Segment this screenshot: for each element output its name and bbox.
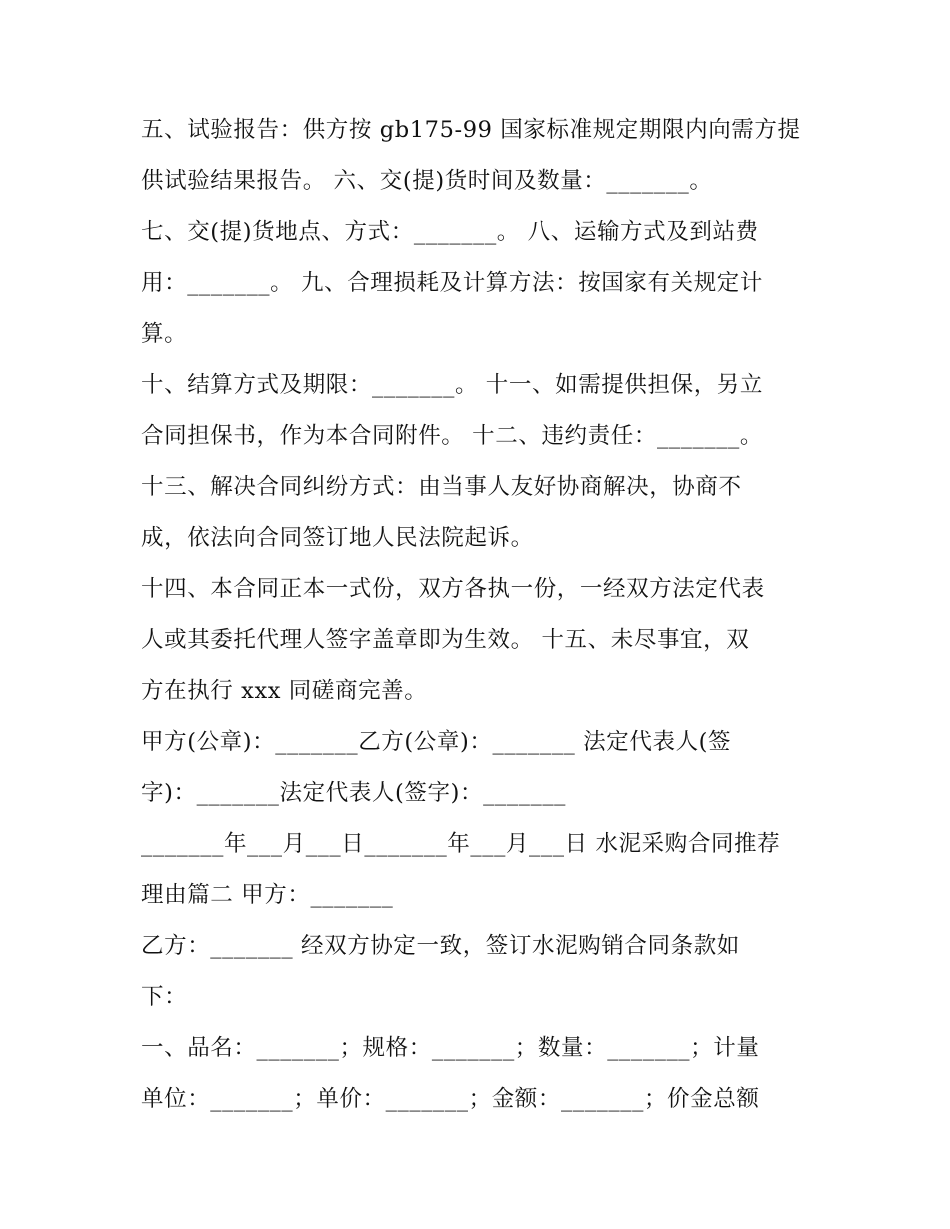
text-line: _______年___月___日_______年___月___日 水泥采购合同推荐 [141,831,781,857]
text-line: 下： [141,984,188,1010]
text-line: 字)：_______法定代表人(签字)：_______ [141,780,567,806]
text-line: 甲方(公章)：_______乙方(公章)：_______ 法定代表人(签 [141,729,732,755]
text-line: 七、交(提)货地点、方式：_______。 八、运输方式及到站费 [141,219,759,245]
text-line: 方在执行 xxx 同磋商完善。 [141,678,428,704]
text-line: 算。 [141,321,188,347]
text-line: 合同担保书，作为本合同附件。 十二、违约责任：_______。 [141,423,764,449]
text-line: 十四、本合同正本一式份，双方各执一份，一经双方法定代表 [141,576,765,602]
text-line: 用：_______。 九、合理损耗及计算方法：按国家有关规定计 [141,270,764,296]
text-line: 供试验结果报告。 六、交(提)货时间及数量：_______。 [141,168,713,194]
text-line: 一、品名：_______；规格：_______；数量：_______；计量 [141,1035,760,1061]
text-line: 十三、解决合同纠纷方式：由当事人友好协商解决，协商不 [141,474,742,500]
text-line: 理由篇二 甲方：_______ [141,882,394,908]
text-line: 十、结算方式及期限：_______。 十一、如需提供担保，另立 [141,372,764,398]
text-line: 成，依法向合同签订地人民法院起诉。 [141,525,534,551]
text-line: 五、试验报告：供方按 gb175-99 国家标准规定期限内向需方提 [141,117,801,143]
document-body [141,105,821,1125]
text-line: 乙方：_______ 经双方协定一致，签订水泥购销合同条款如 [141,933,740,959]
text-line: 单位：_______；单价：_______；金额：_______；价金总额 [141,1086,760,1112]
text-line: 人或其委托代理人签字盖章即为生效。 十五、未尽事宜，双 [141,627,750,653]
